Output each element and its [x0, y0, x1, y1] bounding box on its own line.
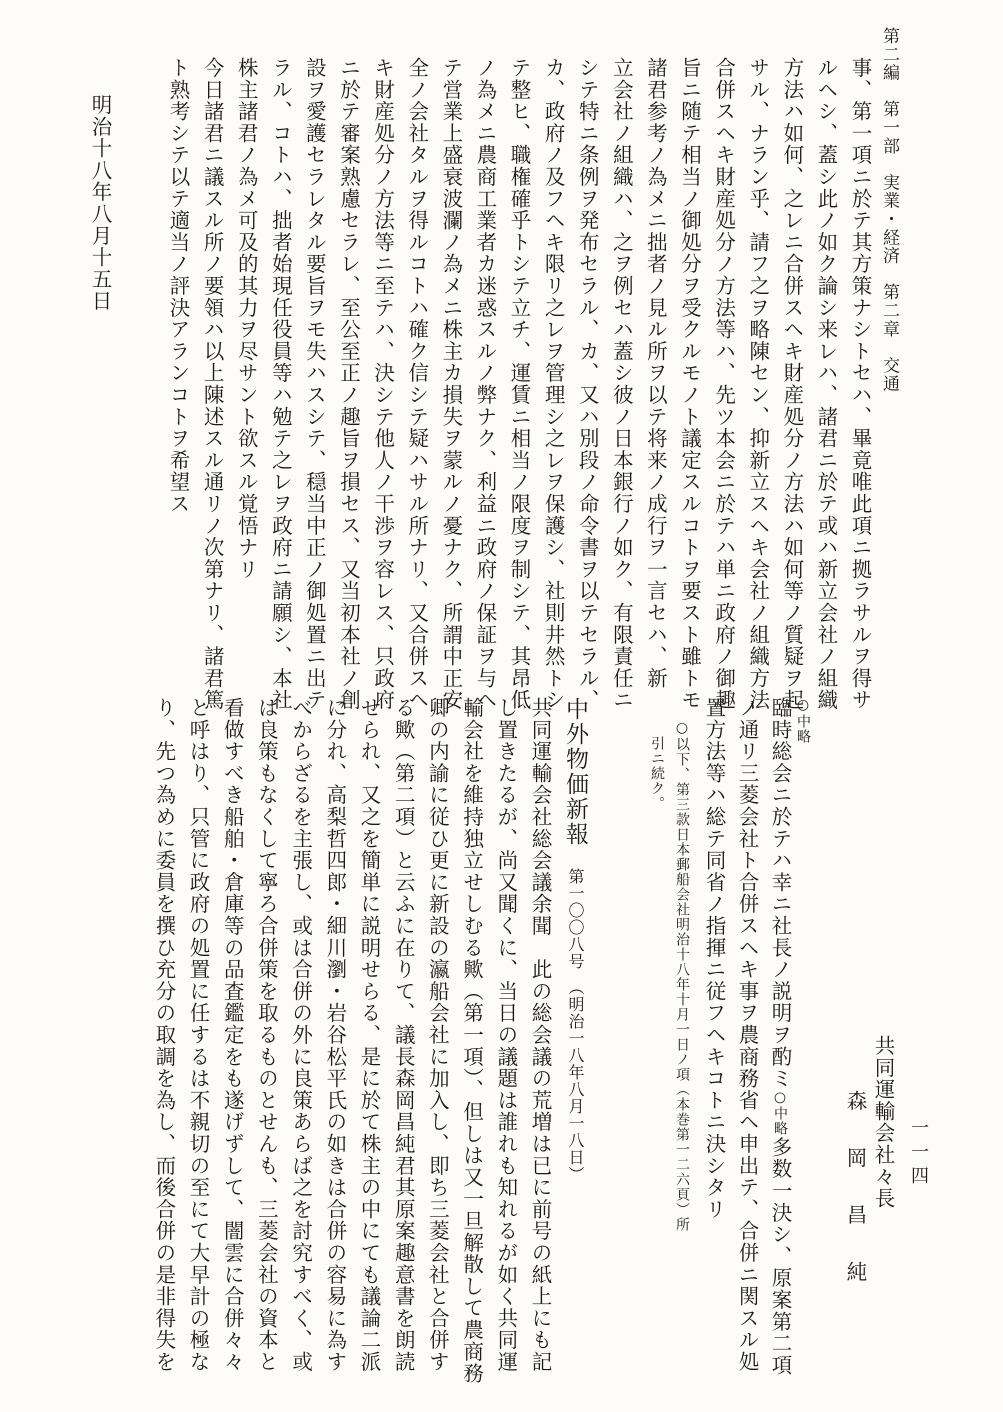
text-column: ラル、コトハ、拙者始現任役員等ハ勉テ之レヲ政府ニ請願シ、本社 [268, 57, 293, 711]
text-column: 設ヲ愛護セラレタル要旨ヲモ失ハスシテ、穏当中正ノ御処置ニ出テ [302, 57, 327, 711]
editor-note-line-2: 引ニ続ク。 [649, 736, 665, 811]
text-column: べからざるを主張し、或は合併の外に良策あらば之を討究すべく、或 [288, 697, 313, 1373]
meeting-line-3: 置方法等ハ総テ同省ノ指揮ニ従フヘキコトニ決シタリ [702, 697, 726, 1221]
text-column: る歟（第二項）と云ふに在りて、議長森岡昌純君其原案趣意書を朗読 [391, 697, 416, 1373]
text-column: は良策もなくして寧ろ合併策を取るものとせんも、三菱会社の資本と [254, 697, 279, 1373]
newspaper-issue: 第一〇〇八号 （明治一八年八月一八日） [566, 868, 585, 1183]
signature-title: 共同運輸会社々長 [871, 1035, 895, 1210]
text-column: ト熟考シテ以テ適当ノ評決アランコトヲ希望ス [166, 57, 190, 515]
signature-name: 森 岡 昌 純 [843, 1090, 867, 1290]
text-column: テ整ヒ、職権確乎トシテ立チ、運賃ニ相当ノ限度ヲ制シテ、其昂低 [507, 57, 531, 711]
newspaper-title: 中外物価新報 [562, 697, 588, 847]
page-number: 一一四 [908, 1118, 929, 1190]
text-column: 事、第一項ニ於テ其方策ナシトセハ、畢竟唯此項ニ拠ラサルヲ得サ [848, 57, 872, 711]
text-column: ルヘシ、蓋シ此ノ如ク論シ来レハ、諸君ニ於テ或ハ新立会社ノ組織 [813, 57, 838, 711]
text-column: り、先つ為めに委員を撰ひ充分の取調を為し、而後合併の是非得失を [151, 697, 176, 1373]
text-column: 立会社ノ組織ハ、之ヲ例セハ蓋シ彼ノ日本銀行ノ如ク、有限責任ニ [609, 57, 634, 711]
text-column: と呼はり、只管に政府の処置に任するは不親切の至にて大早計の極な [186, 697, 210, 1373]
running-head: 第二編 第一部 実業・経済 第二章 交通 [879, 27, 899, 393]
text-column: 今日諸君ニ議スル所ノ要領ハ以上陳述スル通リノ次第ナリ、諸君篤 [200, 57, 225, 711]
text-column: 旨ニ随テ相当ノ御処分ヲ受クルモノト議定スルコトヲ要スト雖トモ [677, 57, 702, 711]
text-column: 方法ハ如何、之レニ合併スヘキ財産処分ノ方法ハ如何等ノ質疑ヲ起 [779, 57, 804, 711]
editor-note-line-1: ○以下、第三款日本郵船会社明治十八年十月一日ノ項（本巻第一二六頁）所 [674, 720, 690, 1232]
text-column: 全ノ会社タルヲ得ルコトハ確ク信シテ疑ハサル所ナリ、又合併スヘ [404, 57, 429, 711]
text-column: 合併スヘキ財産処分ノ方法等ハ、先ツ本会ニ於テハ単ニ政府ノ御趣 [711, 57, 736, 711]
text-column: 株主諸君ノ為メ可及的其力ヲ尽サント欲スル覚悟ナリ [234, 57, 259, 581]
text-column: サル、ナラン乎、請フ之ヲ略陳セン、抑新立スヘキ会社ノ組織方法 [745, 57, 770, 711]
text-column: 諸君参考ノ為メニ拙者ノ見ル所ヲ以テ将来ノ成行ヲ一言セハ、新 [643, 57, 668, 690]
text-column: 輸会社を維持独立せしむる歟（第一項）、但しは又一旦解散して農商務 [459, 697, 484, 1385]
omission-mark: ○中略 [795, 697, 811, 744]
text-column: シテ特ニ条例ヲ発布セラル、カ、又ハ別段ノ命令書ヲ以テセラル、 [575, 57, 600, 711]
meeting-line-2: ノ通リ三菱会社ト合併スヘキ事ヲ農商務省ヘ申出テ、合併ニ関スル処 [735, 697, 759, 1373]
text-column: し置きたるが、尚又聞くに、当日の議題は誰れも知れるが如く共同運 [493, 697, 518, 1373]
text-column: 共同運輸会社総会議余聞 此の総会議の荒増は已に前号の紙上にも記 [528, 697, 552, 1373]
text-column: 看做すべき船舶・倉庫等の品査鑑定をも遂げずして、闇雲に合併々々 [220, 697, 245, 1373]
text-column: に分れ、高梨哲四郎・細川瀏・岩谷松平氏の如きは合併の容易に為す [322, 697, 347, 1373]
meeting-line-1 [770, 697, 791, 1376]
document-date: 明治十八年八月十五日 [88, 94, 112, 312]
text-column: 卿の内諭に従ひ更に新設の瀛船会社に加入し、即ち三菱会社と合併す [425, 697, 450, 1373]
meeting-line-1-b: 多数一決シ、原案第二項 [768, 1136, 792, 1377]
text-column: ノ為メニ農商工業者カ迷惑スルノ弊ナク、利益ニ政府ノ保証ヲ与ヘ [472, 57, 497, 711]
text-column: ニ於テ審案熟慮セラレ、至公至正ノ趣旨ヲ損セス、又当初本社ノ創 [336, 57, 361, 711]
text-column: カ、政府ノ及フヘキ限リ之レヲ管理シ之レヲ保護シ、社則井然トシ [541, 57, 566, 711]
text-column: テ営業上盛衰波瀾ノ為メニ株主カ損失ヲ蒙ルノ憂ナク、所謂中正安 [438, 57, 463, 711]
inline-omission-mark: ○中略 [772, 1089, 788, 1137]
text-column: せられ、又之を簡単に説明せらる、是に於て株主の中にても議論二派 [357, 697, 381, 1373]
text-column: キ財産処分ノ方法等ニ至テハ、決シテ他人ノ干渉ヲ容レス、只政府 [370, 57, 395, 711]
meeting-line-1-a: 臨時総会ニ於テハ幸ニ社長ノ説明ヲ酌ミ [768, 697, 792, 1090]
